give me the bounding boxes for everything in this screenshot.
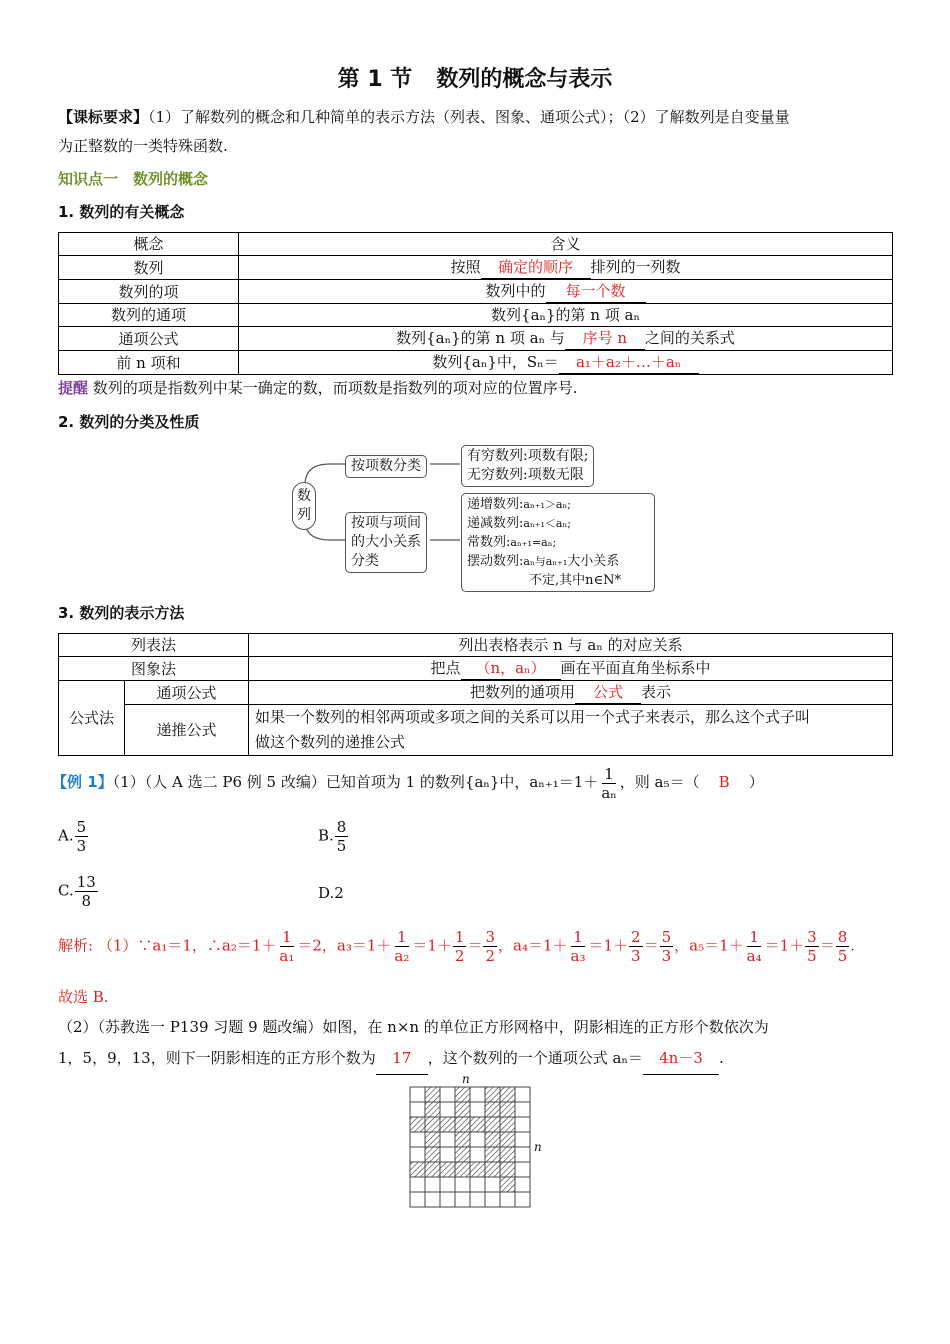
grid-cell [515,1192,530,1207]
grid-cell [455,1132,470,1147]
grid-cell [500,1117,515,1132]
grid-cell [500,1132,515,1147]
grid-cell [425,1102,440,1117]
grid-cell [455,1192,470,1207]
grid-cell [440,1132,455,1147]
branch-by-size: 按项与项间 的大小关系 分类 [345,512,427,573]
grid-cell [515,1117,530,1132]
grid-cell [410,1192,425,1207]
grid-cell [440,1087,455,1102]
grid-cell [410,1177,425,1192]
grid-cell [470,1102,485,1117]
grid-cell [425,1147,440,1162]
grid-cell [515,1162,530,1177]
example-1-question: 【例 1】（1）（人 A 选二 P6 例 5 改编）已知首项为 1 的数列{aₙ}中，aₙ₊₁＝1＋ $\frac{1}{\text{aₙ}}$ ，则 a₅＝（ B ） [52,764,764,802]
grid-cell [485,1102,500,1117]
option-d: D.2 [318,884,344,902]
grid-cell [515,1102,530,1117]
grid-cell [485,1147,500,1162]
grid-right-label: n [534,1140,542,1154]
grid-cell [485,1087,500,1102]
grid-cell [470,1117,485,1132]
grid-cell [425,1177,440,1192]
grid-cell [500,1192,515,1207]
tip: 提醒 数列的项是指数列中某一确定的数，而项数是指数列的项对应的位置序号. [58,379,578,397]
grid-cell [425,1162,440,1177]
grid-cell [500,1102,515,1117]
grid-cell [425,1192,440,1207]
grid-cell [425,1117,440,1132]
grid-cell [440,1177,455,1192]
grid-cell [470,1162,485,1177]
grid-cell [455,1117,470,1132]
grid-cell [485,1117,500,1132]
grid-cell [515,1147,530,1162]
grid-cell [485,1177,500,1192]
option-c: C. $\frac{13}{8}$ [58,873,96,910]
knowledge-point-1: 知识点一 数列的概念 [58,170,209,188]
grid-top-label: n [462,1072,470,1086]
grid-cell [410,1102,425,1117]
grid-cell [410,1132,425,1147]
page-title: 第 1 节 数列的概念与表示 [337,67,613,92]
root-node: 数列 [292,482,316,530]
grid-cell [515,1177,530,1192]
grid-cell [470,1192,485,1207]
grid-cell [440,1147,455,1162]
grid-cell [515,1132,530,1147]
grid-cell [425,1087,440,1102]
grid-cell [455,1162,470,1177]
solution-1: 解析: （1）∵a₁＝1，∴a₂＝1＋ $\frac{1}{\text{a₁}}$ ＝2，a₃＝1＋ $\frac{1}{\text{a₂}}$ ＝1＋ $\frac{1}{2}$ ＝ $\frac{3}{2}$ ，a₄＝1＋ $\frac{1}{\text{a₃}}$ ＝1＋ $\frac{2}{3}$ ＝ $\frac{5}{3}$ ，a₅＝1＋ $\frac{1}{\text{a₄}}$ ＝1＋ $\frac{3}{5}$ ＝ $\frac{8}{5}$ . [58,928,856,965]
solution-choice: 故选 B. [58,988,109,1006]
course-requirement: 【课标要求】（1）了解数列的概念和几种简单的表示方法（列表、图象、通项公式）；（2）了解数列是自变量量 为正整数的一类特殊函数. [58,108,790,155]
grid-cell [470,1132,485,1147]
grid-cell [440,1162,455,1177]
grid-cell [455,1102,470,1117]
grid-cell [485,1162,500,1177]
option-a: A. $\frac{5}{3}$ [58,818,87,855]
grid-cell [500,1162,515,1177]
grid-cell [425,1132,440,1147]
grid-cell [500,1087,515,1102]
grid-cell [440,1102,455,1117]
monotonic-box: 递增数列:aₙ₊₁＞aₙ; 递减数列:aₙ₊₁＜aₙ; 常数列:aₙ₊₁=aₙ; 摆动数列:aₙ与aₙ₊₁大小关系 不定,其中n∈N* [461,493,655,592]
section-3-heading: 3. 数列的表示方法 [58,604,185,622]
grid-cell [470,1147,485,1162]
grid-cell [470,1087,485,1102]
grid-cell [470,1177,485,1192]
grid-cell [455,1177,470,1192]
grid-cell [410,1147,425,1162]
grid-cell [440,1192,455,1207]
example-1-part-2: （2）（苏教选一 P139 习题 9 题改编）如图，在 n×n 的单位正方形网格中，阴影相连的正方形个数依次为 1，5，9，13，则下一阴影相连的正方形个数为 17 ，这个数列的一个通项公式 aₙ＝ 4n－3 . [58,1012,894,1075]
branch-by-count: 按项数分类 [345,455,427,478]
grid-cell [410,1162,425,1177]
grid-cell [455,1087,470,1102]
grid-cell [410,1117,425,1132]
grid-cell [410,1087,425,1102]
grid-cell [515,1087,530,1102]
concept-table: 概念 含义 数列 按照 确定的顺序 排列的一列数 数列的项 数列中的 每一个数 数列的通项 数列{aₙ}的第 n 项 aₙ 通项公式 数列{aₙ}的第 n 项 aₙ 与 序号 n 之间的关系式 前 n 项和 数列{aₙ}中，Sₙ＝ a₁＋a₂＋…＋aₙ [58,232,893,375]
option-b: B. $\frac{8}{5}$ [318,818,347,855]
finite-infinite-box: 有穷数列:项数有限; 无穷数列:项数无限 [461,445,594,487]
representation-table: 列表法 列出表格表示 n 与 aₙ 的对应关系 图象法 把点 （n，aₙ） 画在平面直角坐标系中 公式法 通项公式 把数列的通项用 公式 表示 递推公式 如果一个数列的相邻两项或多项之间的关系可以用一个式子来表示，那么这个式子叫 做这个数列的递推公式 [58,633,893,756]
grid-cell [500,1177,515,1192]
grid-cell [440,1117,455,1132]
grid-cell [485,1132,500,1147]
section-1-heading: 1. 数列的有关概念 [58,203,185,221]
grid-cell [485,1192,500,1207]
section-2-heading: 2. 数列的分类及性质 [58,413,200,431]
grid-cell [500,1147,515,1162]
grid-cell [455,1147,470,1162]
shaded-grid-figure [409,1086,531,1208]
